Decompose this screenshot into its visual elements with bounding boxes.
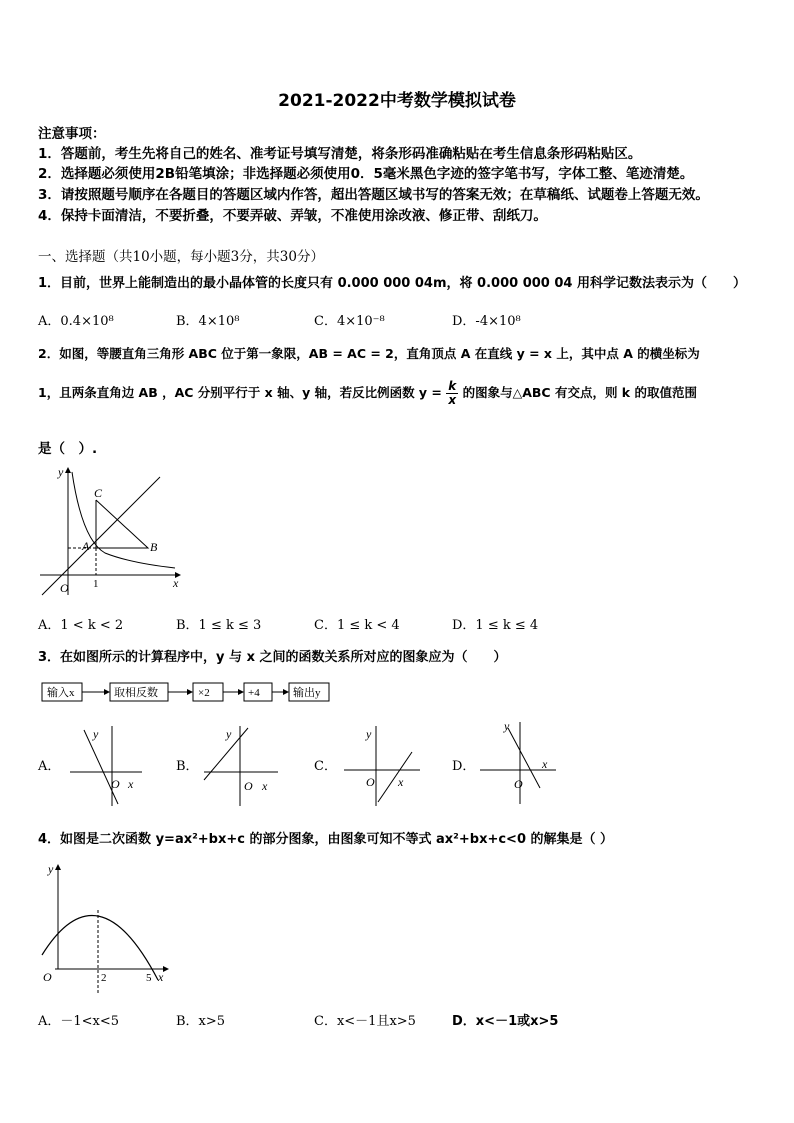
q1-option-d[interactable]: D．-4×10⁸ [452, 314, 521, 329]
q3d-x: x [542, 757, 548, 771]
q4-label-5: 5 [146, 972, 152, 984]
q2-fraction [446, 380, 458, 407]
notice-item-4: 4．保持卡面清洁，不要折叠，不要弄破、弄皱，不准使用涂改液、修正带、刮纸刀。 [38, 208, 547, 224]
flow-text-input: 输入x [47, 687, 75, 699]
q2-fraction-numerator: k [448, 379, 457, 393]
q4-graph [30, 855, 180, 1000]
q4-text: 4．如图是二次函数 y=ax²+bx+c 的部分图象，由图象可知不等式 ax²+bx+c<0 的解集是（ ） [38, 832, 614, 847]
q3-graph-d-line [508, 728, 540, 788]
q2-label-c: C [94, 486, 103, 500]
notice-item-2: 2．选择题必须使用2B铅笔填涂；非选择题必须使用0．5毫米黑色字迹的签字笔书写，字体工整、笔迹清楚。 [38, 166, 694, 182]
q3-flowchart [40, 680, 340, 704]
q3a-x: x [128, 777, 134, 791]
q2-fraction-denominator: x [448, 393, 457, 407]
q3b-y: y [226, 727, 232, 741]
q4-option-d[interactable]: D．x<－1或x>5 [452, 1014, 559, 1029]
q3-graph-c [340, 722, 425, 807]
q1-option-a[interactable]: A．0.4×10⁸ [38, 314, 114, 329]
flow-text-plus4: +4 [248, 687, 260, 699]
flow-text-negate: 取相反数 [114, 687, 158, 699]
q1-text: 1．目前，世界上能制造出的最小晶体管的长度只有 0.000 000 04m，将 0.000 000 04 用科学记数法表示为（ ） [38, 276, 746, 291]
q3b-x: x [262, 779, 268, 793]
q2-label-1: 1 [93, 578, 99, 590]
q3-option-b[interactable]: B． [176, 759, 199, 774]
q2-line2-start: 1，且两条直角边 AB ，AC 分别平行于 x 轴、y 轴，若反比例函数 y = [38, 385, 442, 400]
q2-hyperbola [72, 472, 175, 568]
q3-text: 3．在如图所示的计算程序中，y 与 x 之间的函数关系所对应的图象应为（ ） [38, 650, 507, 665]
q4-label-y: y [48, 862, 54, 876]
q2-line1: 2．如图，等腰直角三角形 ABC 位于第一象限，AB = AC = 2，直角顶点 A 在直线 y = x 上，其中点 A 的横坐标为 [38, 346, 700, 361]
q1-option-c[interactable]: C．4×10⁻⁸ [314, 314, 385, 329]
q2-line2-end: 的图象与△ABC 有交点，则 k 的取值范围 [462, 385, 697, 400]
q3-graph-c-line [378, 752, 412, 802]
q3-graph-a [62, 722, 147, 807]
notice-item-3: 3．请按照题号顺序在各题目的答题区域内作答，超出答题区域书写的答案无效；在草稿纸、试题卷上答题无效。 [38, 187, 709, 203]
q3-option-a[interactable]: A． [38, 759, 61, 774]
q2-label-y: y [58, 465, 64, 479]
q3b-o: O [244, 779, 253, 793]
q2-label-o: O [60, 581, 69, 595]
q3c-y: y [366, 727, 372, 741]
section-heading: 一、选择题（共10小题，每小题3分，共30分） [38, 249, 324, 265]
q2-graph [30, 460, 200, 600]
q2-line3: 是（ ）. [38, 441, 98, 457]
notice-item-1: 1．答题前，考生先将自己的姓名、准考证号填写清楚，将条形码准确粘贴在考生信息条形码粘贴区。 [38, 146, 642, 162]
q4-parabola [42, 915, 158, 980]
q3a-y: y [93, 727, 99, 741]
q2-label-a: A [82, 539, 90, 553]
page-title: 2021-2022中考数学模拟试卷 [278, 91, 516, 111]
q3a-o: O [111, 777, 120, 791]
q4-option-a[interactable]: A．－1<x<5 [38, 1014, 120, 1029]
q2-line2 [38, 380, 697, 407]
q1-option-b[interactable]: B．4×10⁸ [176, 314, 240, 329]
q3-option-c[interactable]: C． [314, 759, 337, 774]
q4-label-x: x [158, 970, 164, 984]
q2-label-b: B [150, 540, 158, 554]
q2-triangle [96, 500, 148, 548]
q2-option-d[interactable]: D．1 ≤ k ≤ 4 [452, 618, 539, 633]
q2-option-b[interactable]: B．1 ≤ k ≤ 3 [176, 618, 262, 633]
q4-option-c[interactable]: C．x<－1且x>5 [314, 1014, 416, 1029]
q4-label-2: 2 [101, 972, 107, 984]
q3d-o: O [514, 777, 523, 791]
q4-option-b[interactable]: B．x>5 [176, 1014, 226, 1029]
q2-label-x: x [173, 576, 179, 590]
q3d-y: y [504, 719, 510, 733]
q2-option-a[interactable]: A．1 < k < 2 [38, 618, 124, 633]
q3-graph-a-line [84, 730, 118, 804]
flow-text-output: 输出y [293, 687, 321, 699]
notice-heading: 注意事项： [38, 126, 106, 142]
q3c-x: x [398, 775, 404, 789]
q4-label-o: O [43, 970, 52, 984]
q3-graph-b [200, 722, 285, 807]
flow-text-times2: ×2 [198, 687, 210, 699]
q3c-o: O [366, 775, 375, 789]
q3-option-d[interactable]: D． [452, 759, 476, 774]
q2-option-c[interactable]: C．1 ≤ k < 4 [314, 618, 400, 633]
q3-graph-d [476, 718, 561, 806]
